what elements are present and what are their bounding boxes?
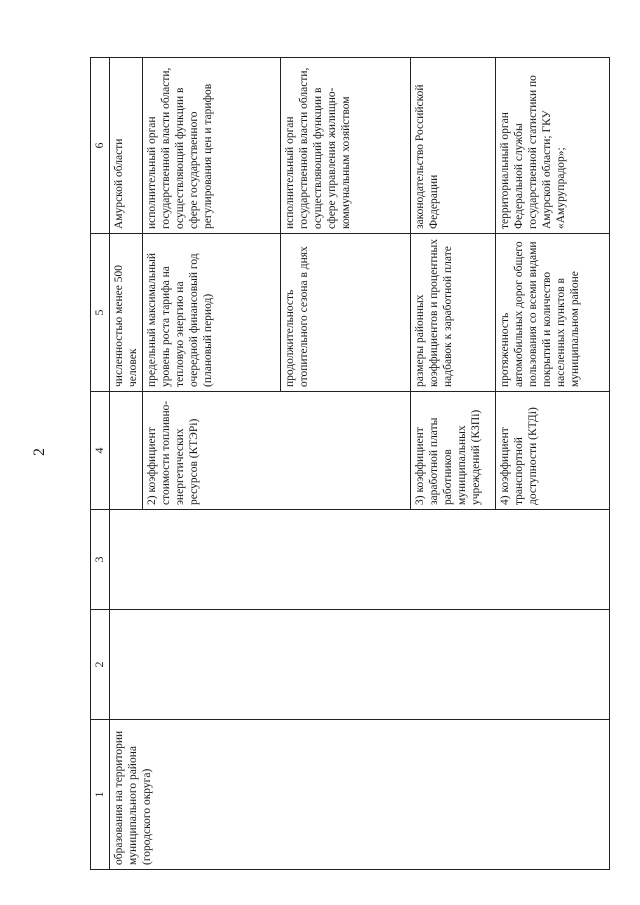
tariff-authority-cell: исполнительный орган государственной власти области, осуществляющий функции в сфере государственного регулирования цен и тарифов bbox=[143, 58, 281, 234]
indicators-table bbox=[90, 57, 610, 870]
page-number: 2 bbox=[31, 448, 48, 456]
population-cell: численностью менее 500 человек bbox=[110, 234, 143, 392]
regional-coefficients-cell: размеры районных коэффициентов и процентных надбавок к заработной плате bbox=[411, 234, 496, 392]
roads-length-cell: протяженность автомобильных дорог общего пользования со всеми видами покрытий и количество населенных пунктов в муниципальном районе bbox=[496, 234, 610, 392]
empty-cell-col3 bbox=[110, 510, 610, 610]
header-col-3: 3 bbox=[91, 510, 110, 610]
housing-authority-cell: исполнительный орган государственной власти области, осуществляющий функции в сфере управления жилищно-коммунальным хозяйством bbox=[281, 58, 411, 234]
region-cell: Амурской области bbox=[110, 58, 143, 234]
header-col-2: 2 bbox=[91, 610, 110, 720]
empty-cell-col2 bbox=[110, 610, 610, 720]
coefficient-kzp-cell: 3) коэффициент заработной платы работников муниципальных учреждений (КЗПi) bbox=[411, 392, 496, 510]
header-col-1: 1 bbox=[91, 720, 110, 870]
rotated-table-wrapper bbox=[90, 58, 610, 870]
header-col-5: 5 bbox=[91, 234, 110, 392]
empty-cell-col4 bbox=[110, 392, 143, 510]
header-col-6: 6 bbox=[91, 58, 110, 234]
legislation-cell: законодательство Российской Федерации bbox=[411, 58, 496, 234]
header-col-4: 4 bbox=[91, 392, 110, 510]
coefficient-ktep-cell: 2) коэффициент стоимости топливно-энергетических ресурсов (КТЭРi) bbox=[143, 392, 411, 510]
document-sheet bbox=[90, 58, 610, 870]
statistics-authority-cell: территориальный орган Федеральной службы государственной статистики по Амурской области; ГКУ «Амурупрадор»; bbox=[496, 58, 610, 234]
header-row bbox=[91, 58, 110, 870]
coefficient-ktd-cell: 4) коэффициент транспортной доступности (КТДi) bbox=[496, 392, 610, 510]
tariff-growth-cell: предельный максимальный уровень роста тарифа на тепловую энергию на очередной финансовый год (плановый период) bbox=[143, 234, 281, 392]
table-row bbox=[110, 58, 143, 870]
heating-season-cell: продолжительность отопительного сезона в днях bbox=[281, 234, 411, 392]
municipality-cell: образования на территории муниципального района (городского округа) bbox=[110, 720, 610, 870]
